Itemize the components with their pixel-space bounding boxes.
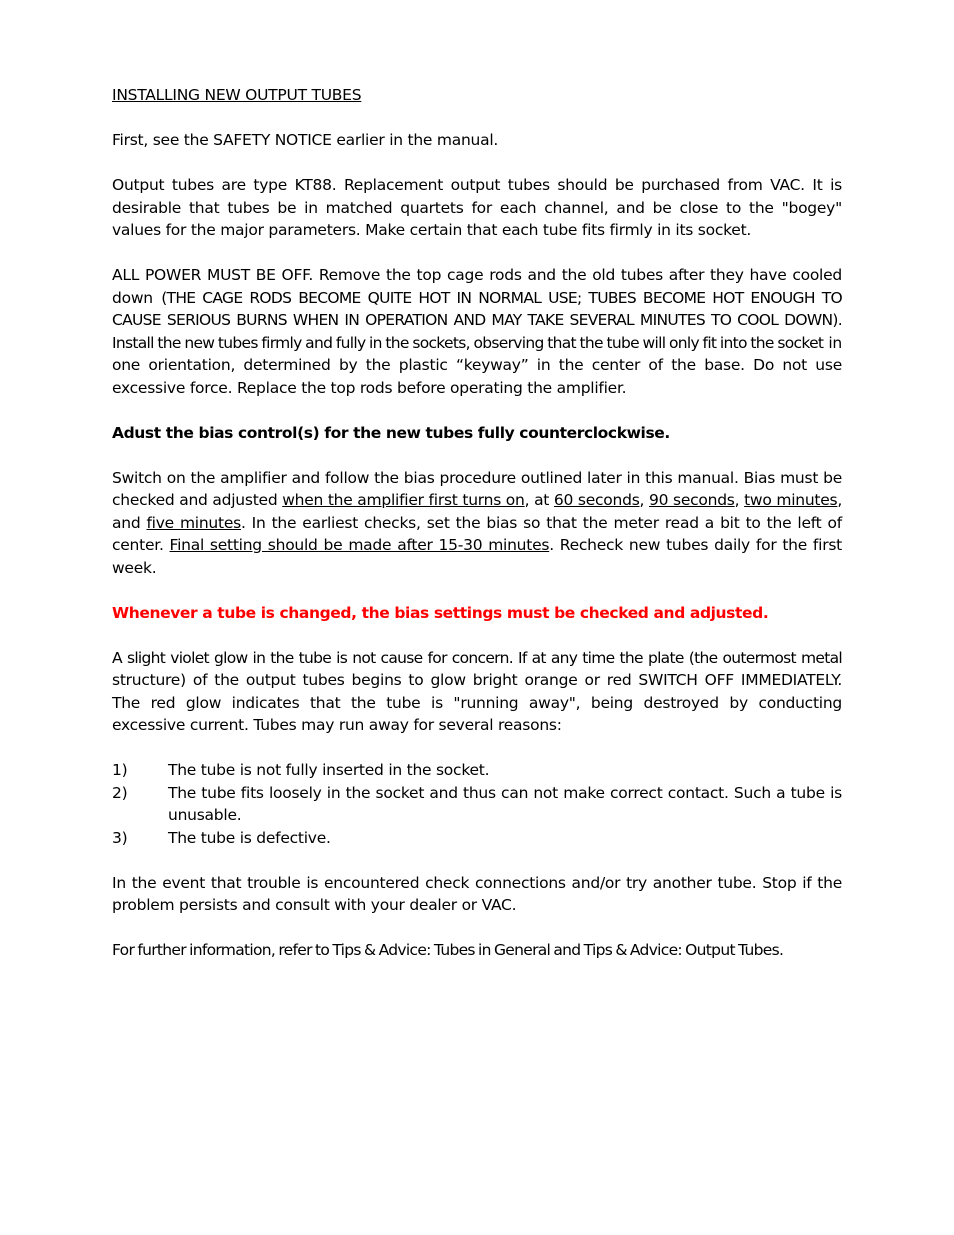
- glow-paragraph: [112, 647, 842, 737]
- list-item-number: 1): [112, 761, 128, 779]
- list-item: [112, 827, 842, 850]
- list-item-text: The tube fits loosely in the socket and thus can not make correct contact. Such a tube is unusable.: [168, 783, 842, 824]
- bias-text-1: Switch on the amplifier and follow the bias procedure outlined later in this manual. Bias must be checked and adjusted: [112, 468, 842, 509]
- list-item-text: The tube is not fully inserted in the socket.: [168, 761, 490, 779]
- glow-rest-text: structure) of the output tubes begins to glow bright orange or red SWITCH OFF IMMEDIATELY. The red glow indicates that the tube is "running away", being destroyed by conducting excessive current. Tubes may run away for several reasons:: [112, 671, 842, 734]
- list-item-number: 2): [112, 783, 128, 802]
- output-tubes-paragraph: Output tubes are type KT88. Replacement output tubes should be purchased from VAC. It is desirable that tubes be in matched quartets for each channel, and be close to the "bogey" values for the major parameters. Make certain that each tube fits firmly in its socket.: [112, 176, 842, 239]
- section-title: INSTALLING NEW OUTPUT TUBES: [112, 86, 362, 104]
- bias-text-6: . In the earliest checks, set the bias so that the meter read a bit to the left of center.: [112, 513, 842, 554]
- bias-text-3: ,: [639, 491, 649, 509]
- bias-first-turn-on: when the amplifier first turns on: [282, 491, 525, 509]
- bias-two-minutes: two minutes: [744, 491, 838, 509]
- power-rest-text: in one orientation, determined by the plastic “keyway” in the center of the base. Do not use excessive force. Replace the top rods before operating the amplifier.: [112, 333, 842, 397]
- intro-paragraph: First, see the SAFETY NOTICE earlier in the manual.: [112, 131, 499, 149]
- bias-warning: Whenever a tube is changed, the bias settings must be checked and adjusted.: [112, 603, 769, 622]
- adjust-bias-instruction: Adust the bias control(s) for the new tubes fully counterclockwise.: [112, 423, 670, 442]
- bias-final-setting: Final setting should be made after 15-30 minutes: [169, 536, 550, 554]
- document-page: [112, 84, 842, 984]
- list-item: [112, 759, 842, 782]
- glow-first-text: A slight violet glow in the tube is not cause for concern. If at any time the plate (the outermost metal: [112, 648, 842, 667]
- bias-90-seconds: 90 seconds: [649, 491, 735, 509]
- trouble-paragraph: In the event that trouble is encountered check connections and/or try another tube. Stop if the problem persists and consult with your dealer or VAC.: [112, 873, 842, 914]
- bias-text-7: . Recheck new tubes daily for the first week.: [112, 536, 842, 577]
- reasons-list: [112, 759, 842, 849]
- power-lead-text: ALL POWER MUST BE OFF. Remove the top cage rods and the old tubes after they have cooled down: [112, 266, 842, 307]
- list-item: [112, 782, 842, 827]
- bias-five-minutes: five minutes: [146, 513, 241, 532]
- bias-text-4: ,: [734, 491, 745, 509]
- power-off-paragraph: [112, 264, 842, 399]
- list-item-text: The tube is defective.: [168, 828, 331, 847]
- power-install-text: Install the new tubes firmly and fully in the sockets, observing that the tube will only fit into the socket: [112, 333, 824, 352]
- bias-procedure-paragraph: [112, 467, 842, 580]
- list-item-number: 3): [112, 828, 128, 847]
- further-info-paragraph: For further information, refer to Tips & Advice: Tubes in General and Tips & Advice: Output Tubes.: [112, 941, 784, 959]
- bias-text-5: , and: [112, 491, 843, 532]
- bias-60-seconds: 60 seconds: [553, 491, 640, 509]
- bias-text-2: , at: [524, 491, 554, 509]
- power-caps-text: (THE CAGE RODS BECOME QUITE HOT IN NORMAL USE; TUBES BECOME HOT ENOUGH TO CAUSE SERIOUS BURNS WHEN IN OPERATION AND MAY TAKE SEVERAL MINUTES TO COOL DOWN).: [112, 288, 842, 329]
